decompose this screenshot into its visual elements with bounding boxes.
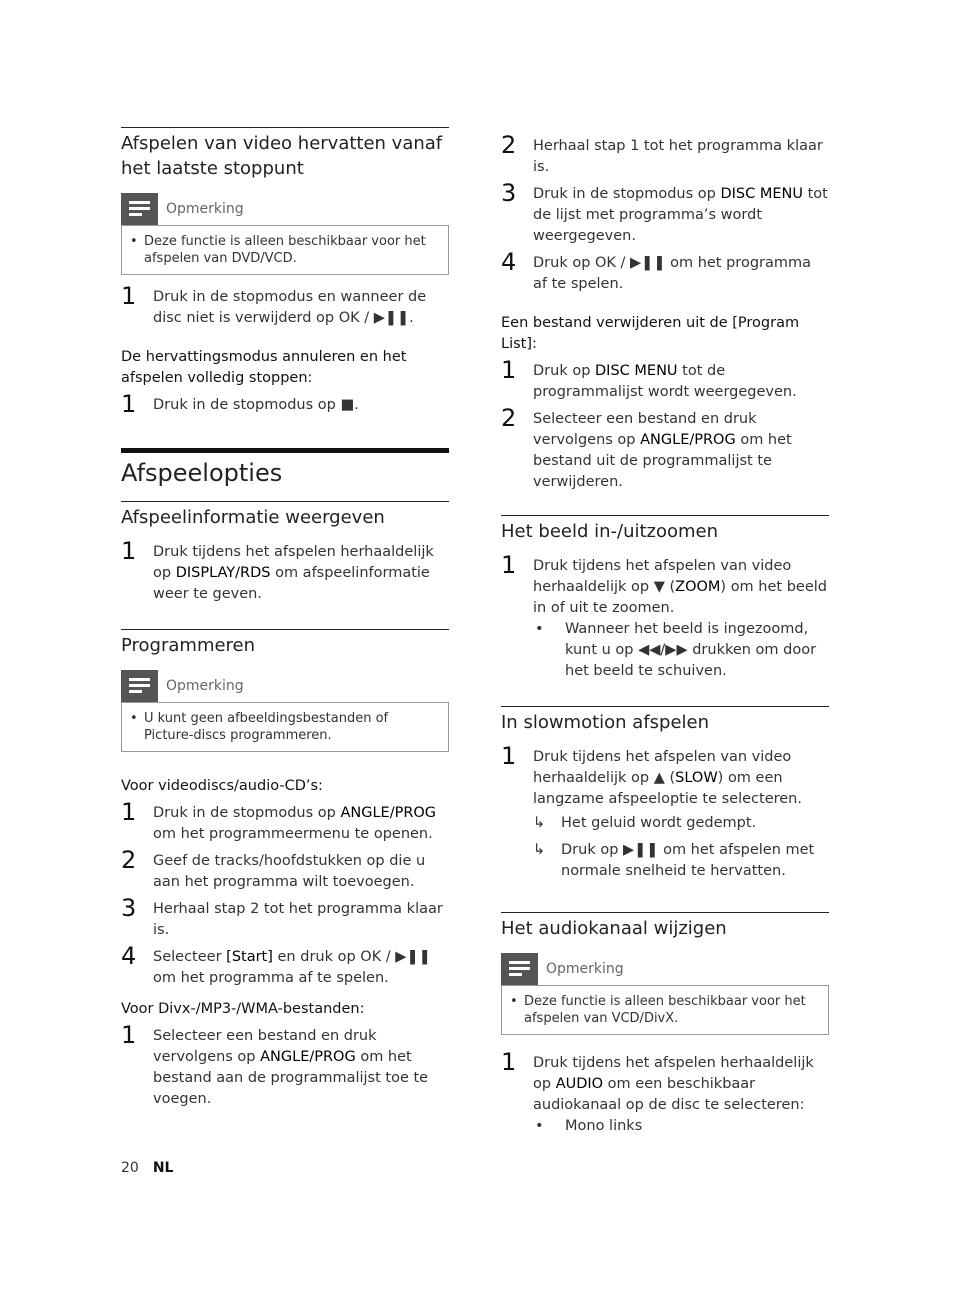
step-number: 1 bbox=[121, 390, 137, 418]
note-label: Opmerking bbox=[166, 677, 244, 694]
section-title-zoom: Het beeld in-/uitzoomen bbox=[501, 515, 829, 544]
step-number: 4 bbox=[501, 248, 517, 276]
program-step-2: 2 Herhaal stap 1 tot het programma klaar is. bbox=[501, 131, 823, 175]
subheading-video: Voor videodiscs/audio-CD’s: bbox=[121, 778, 323, 794]
step-number: 1 bbox=[121, 537, 137, 565]
subheading-cancel: De hervattingsmodus annuleren en het afspelen volledig stoppen: bbox=[121, 349, 407, 386]
slow-result-2: ↳ Druk op ▶❚❚ om het afspelen met normale snelheid te hervatten. bbox=[533, 842, 815, 879]
note-text: • U kunt geen afbeeldingsbestanden of Picture-discs programmeren. bbox=[121, 702, 449, 752]
cancel-step-1: 1 Druk in de stopmodus op ■. bbox=[121, 390, 359, 418]
step-number: 3 bbox=[121, 894, 137, 922]
section-title-audio: Het audiokanaal wijzigen bbox=[501, 912, 829, 941]
note-text: • Deze functie is alleen beschikbaar voor het afspelen van VCD/DivX. bbox=[501, 985, 829, 1035]
step-number: 1 bbox=[501, 1048, 517, 1076]
step-number: 1 bbox=[121, 1021, 137, 1049]
step-number: 4 bbox=[121, 942, 137, 970]
step-number: 1 bbox=[501, 356, 517, 384]
step-number: 3 bbox=[501, 179, 517, 207]
note-label: Opmerking bbox=[166, 200, 244, 217]
result-arrow-icon: ↳ bbox=[533, 815, 546, 831]
page-number: 20 bbox=[121, 1160, 139, 1176]
left-column bbox=[121, 127, 449, 1116]
video-step-1: 1 Druk in de stopmodus op ANGLE/PROG om het programmeermenu te openen. bbox=[121, 798, 437, 842]
section-title-resume: Afspelen van video hervatten vanaf het laatste stoppunt bbox=[121, 127, 449, 181]
step-number: 1 bbox=[121, 798, 137, 826]
section-title-program: Programmeren bbox=[121, 629, 449, 658]
step-number: 2 bbox=[121, 846, 137, 874]
note-audio bbox=[501, 953, 829, 1035]
note-text: • Deze functie is alleen beschikbaar voor het afspelen van DVD/VCD. bbox=[121, 225, 449, 275]
note-icon bbox=[501, 953, 538, 985]
note-icon bbox=[121, 670, 158, 702]
slow-result-1: ↳ Het geluid wordt gedempt. bbox=[533, 813, 829, 834]
subheading-remove: Een bestand verwijderen uit de [Program List]: bbox=[501, 315, 800, 352]
step-number: 2 bbox=[501, 131, 517, 159]
step-number: 2 bbox=[501, 404, 517, 432]
program-step-3: 3 Druk in de stopmodus op DISC MENU tot de lijst met programma’s wordt weergegeven. bbox=[501, 179, 828, 244]
step-number: 1 bbox=[501, 742, 517, 770]
zoom-bullet: • Wanneer het beeld is ingezoomd, kunt u op ◀◀/▶▶ drukken om door het beeld te schuiven. bbox=[533, 619, 829, 682]
language-code: NL bbox=[152, 1160, 174, 1176]
remove-step-2: 2 Selecteer een bestand en druk vervolgens op ANGLE/PROG om het bestand uit de programmalijst te verwijderen. bbox=[501, 404, 792, 490]
note-label: Opmerking bbox=[546, 960, 624, 977]
result-arrow-icon: ↳ bbox=[533, 842, 546, 858]
video-step-2: 2 Geef de tracks/hoofdstukken op die u aan het programma wilt toevoegen. bbox=[121, 846, 426, 890]
info-step-1: 1 Druk tijdens het afspelen herhaaldelijk op DISPLAY/RDS om afspeelinformatie weer te geven. bbox=[121, 537, 434, 602]
section-title-info: Afspeelinformatie weergeven bbox=[121, 501, 449, 530]
remove-step-1: 1 Druk op DISC MENU tot de programmalijst wordt weergegeven. bbox=[501, 356, 797, 400]
right-column bbox=[501, 131, 829, 1137]
page-footer bbox=[121, 1158, 173, 1179]
note-program bbox=[121, 670, 449, 752]
program-step-4: 4 Druk op OK / ▶❚❚ om het programma af te spelen. bbox=[501, 248, 812, 292]
step-number: 1 bbox=[501, 551, 517, 579]
slow-step-1: 1 Druk tijdens het afspelen van video herhaaldelijk op ▲ (SLOW) om een langzame afspeeloptie te selecteren. bbox=[501, 742, 802, 807]
resume-step-1: 1 Druk in de stopmodus en wanneer de disc niet is verwijderd op OK / ▶❚❚. bbox=[121, 282, 427, 326]
chapter-title: Afspeelopties bbox=[121, 448, 449, 489]
section-title-slow: In slowmotion afspelen bbox=[501, 706, 829, 735]
zoom-step-1: 1 Druk tijdens het afspelen van video herhaaldelijk op ▼ (ZOOM) om het beeld in of uit te zoomen. bbox=[501, 551, 827, 616]
subheading-divx: Voor Divx-/MP3-/WMA-bestanden: bbox=[121, 1001, 365, 1017]
step-number: 1 bbox=[121, 282, 137, 310]
note-icon bbox=[121, 193, 158, 225]
audio-bullet: • Mono links bbox=[533, 1116, 829, 1137]
note-resume bbox=[121, 193, 449, 275]
audio-step-1: 1 Druk tijdens het afspelen herhaaldelijk op AUDIO om een beschikbaar audiokanaal op de disc te selecteren: bbox=[501, 1048, 814, 1113]
video-step-4: 4 Selecteer [Start] en druk op OK / ▶❚❚ om het programma af te spelen. bbox=[121, 942, 431, 986]
video-step-3: 3 Herhaal stap 2 tot het programma klaar is. bbox=[121, 894, 443, 938]
divx-step-1: 1 Selecteer een bestand en druk vervolgens op ANGLE/PROG om het bestand aan de programmalijst toe te voegen. bbox=[121, 1021, 429, 1107]
